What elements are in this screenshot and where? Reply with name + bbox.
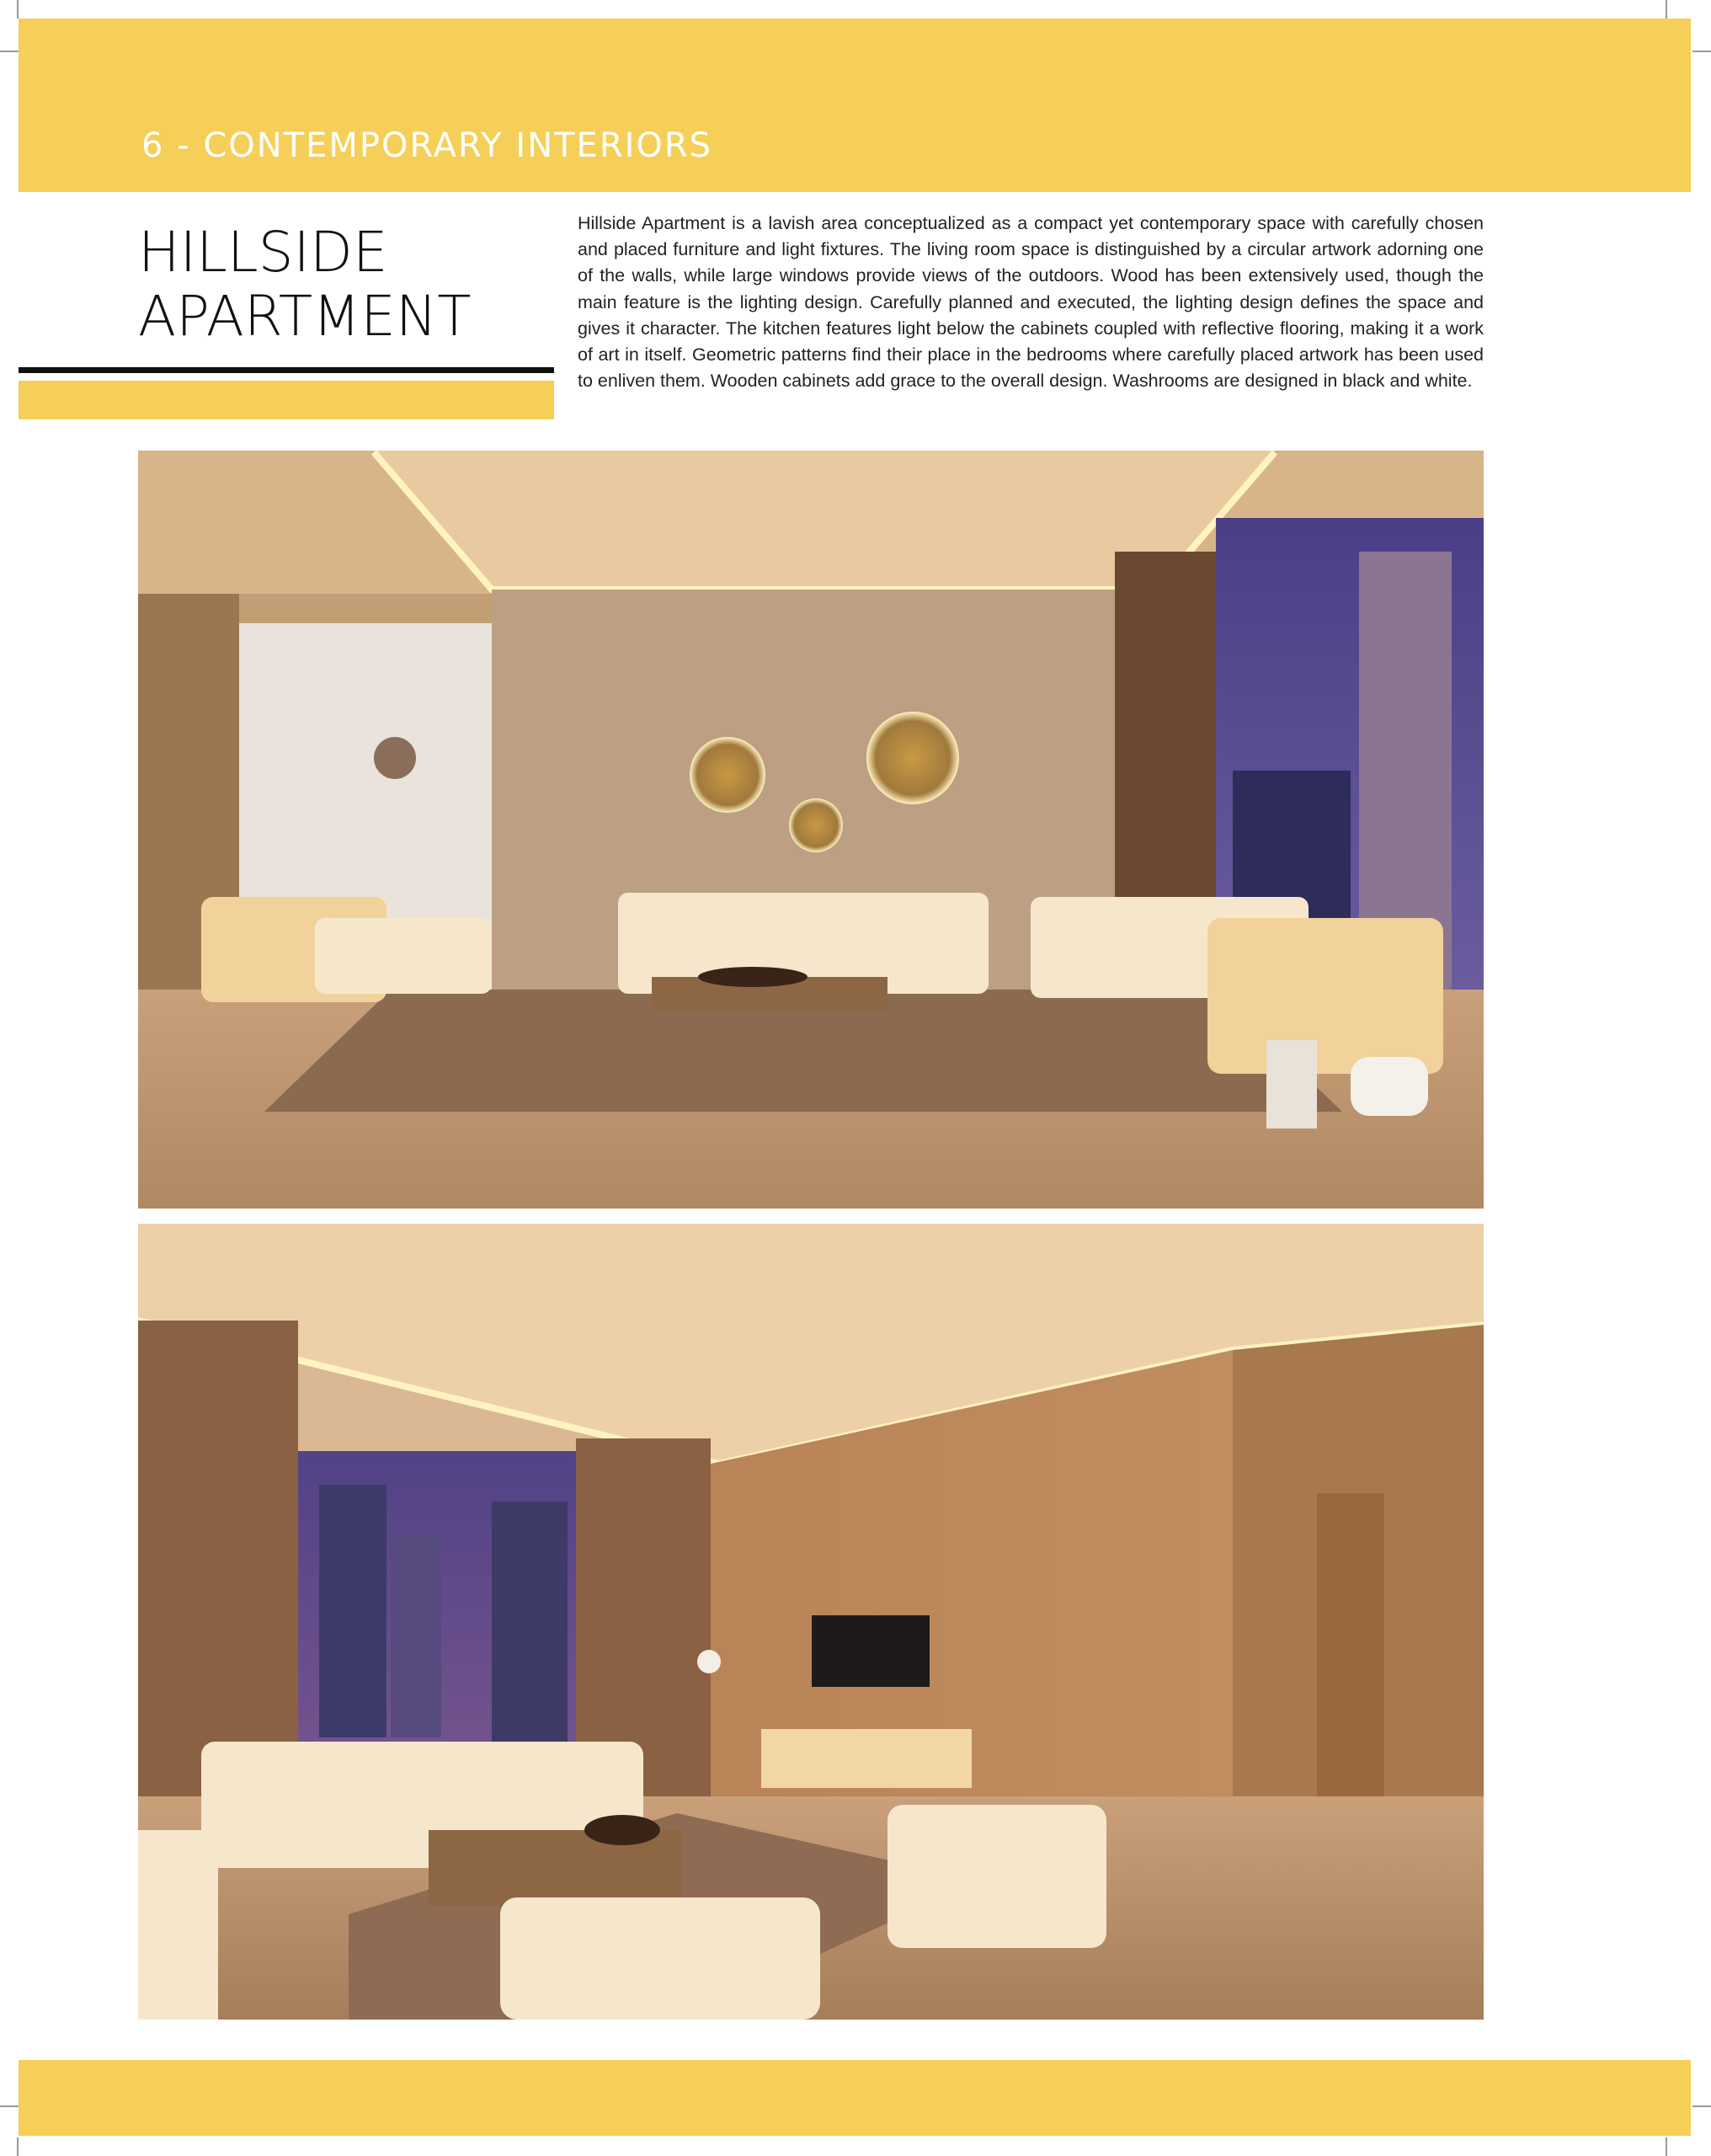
footer-band: [19, 2060, 1691, 2136]
crop-mark: [1666, 2137, 1667, 2156]
crop-mark: [1692, 51, 1711, 52]
section-title: 6 - CONTEMPORARY INTERIORS: [141, 126, 713, 165]
crop-mark: [17, 0, 19, 19]
article-body: Hillside Apartment is a lavish area conceptualized as a compact yet contemporary space with carefully chosen and placed furniture and light fixtures. The living room space is distinguished by a circular artwork adorning one of the walls, while large windows provide views of the outdoors. Wood has been extensively used, though the main feature is the lighting design. Carefully planned and executed, the lighting design defines the space and gives it character. The kitchen features light below the cabinets coupled with reflective flooring, making it a work of art in itself. Geometric patterns find their place in the bedrooms where carefully placed artwork has been used to enliven them. Wooden cabinets add grace to the overall design. Washrooms are designed in black and white.: [578, 213, 1484, 392]
header-band: [19, 19, 1691, 192]
crop-mark: [1666, 0, 1667, 19]
crop-mark: [17, 2137, 19, 2156]
page-title: [138, 221, 525, 349]
page-title-line-2: APARTMENT: [138, 284, 472, 349]
crop-mark: [1692, 2105, 1711, 2107]
crop-mark: [0, 2105, 19, 2107]
page-title-line-1: HILLSIDE: [138, 220, 388, 285]
living-room-photo: [138, 451, 1484, 1209]
lounge-photo: [138, 1224, 1484, 2020]
title-accent-bar: [19, 381, 554, 419]
crop-mark: [0, 51, 19, 52]
title-divider: [19, 367, 554, 373]
